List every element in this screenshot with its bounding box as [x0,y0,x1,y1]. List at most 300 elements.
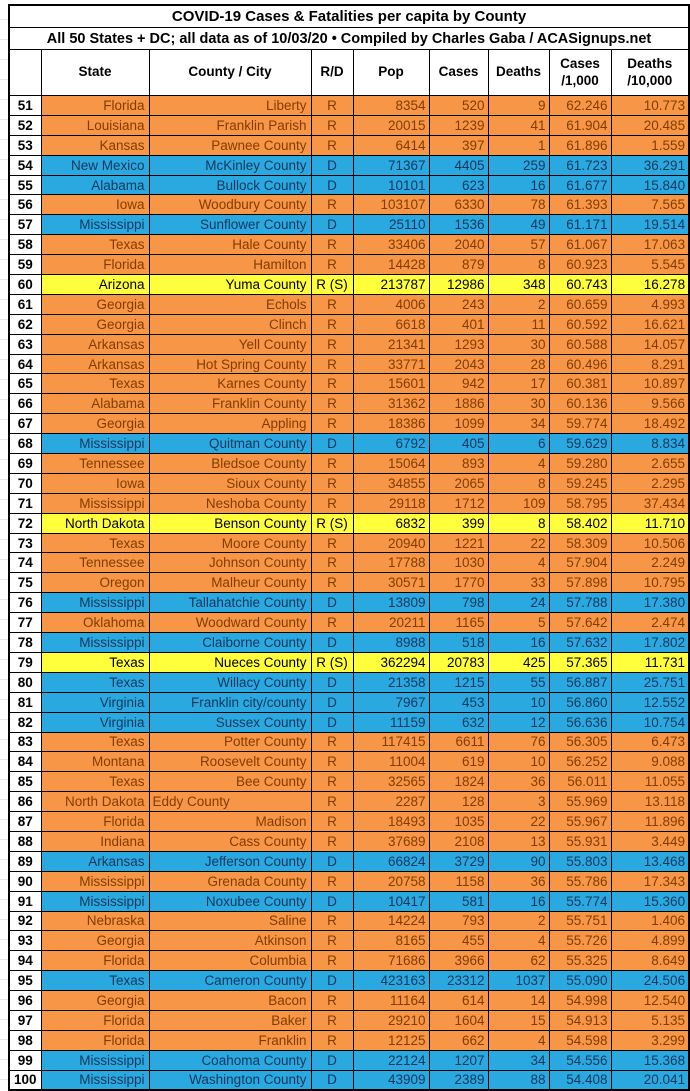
deaths-per-10000-cell: 2.249 [611,553,689,573]
cases-per-1000-line1: Cases [560,55,600,71]
state-cell: Texas [41,652,149,672]
state-cell: Mississippi [41,434,149,454]
county-cell: Bullock County [149,175,311,195]
cases-cell: 793 [429,911,488,931]
pop-cell: 103107 [353,195,429,215]
county-cell: Nueces County [149,652,311,672]
rank-cell: 99 [9,1050,41,1070]
state-cell: Kansas [41,135,149,155]
cases-cell: 1886 [429,394,488,414]
deaths-per-10000-cell: 7.565 [611,195,689,215]
rank-cell: 89 [9,851,41,871]
rank-cell: 83 [9,732,41,752]
cases-per-1000-cell: 60.588 [549,334,611,354]
pop-cell: 7967 [353,692,429,712]
deaths-per-10000-cell: 37.434 [611,493,689,513]
pop-cell: 8354 [353,96,429,116]
cases-per-1000-line2: /1,000 [561,72,599,88]
cases-cell: 243 [429,294,488,314]
rd-cell: R [311,951,353,971]
deaths-per-10000-cell: 36.291 [611,155,689,175]
cases-per-1000-cell: 61.904 [549,115,611,135]
deaths-cell: 30 [488,394,549,414]
state-cell: Georgia [41,991,149,1011]
deaths-per-10000-cell: 19.514 [611,215,689,235]
cases-cell: 397 [429,135,488,155]
table-row [9,991,689,1011]
cases-cell: 1165 [429,613,488,633]
deaths-cell: 109 [488,493,549,513]
rank-cell: 63 [9,334,41,354]
pop-cell: 33406 [353,235,429,255]
pop-cell: 32565 [353,772,429,792]
rank-cell: 67 [9,414,41,434]
pop-cell: 66824 [353,851,429,871]
rank-cell: 51 [9,96,41,116]
table-row [9,971,689,991]
rd-cell: R [311,991,353,1011]
county-cell: Yell County [149,334,311,354]
state-cell: Montana [41,752,149,772]
rd-cell: R [311,374,353,394]
deaths-per-10000-cell: 20.041 [611,1070,689,1090]
cases-cell: 453 [429,692,488,712]
pop-cell: 6618 [353,314,429,334]
deaths-cell: 34 [488,1050,549,1070]
deaths-cell: 30 [488,334,549,354]
pop-cell: 71686 [353,951,429,971]
deaths-cell: 9 [488,96,549,116]
county-cell: Franklin [149,1030,311,1050]
pop-cell: 13809 [353,593,429,613]
rd-cell: R (S) [311,513,353,533]
pop-cell: 2287 [353,792,429,812]
rd-cell: R [311,96,353,116]
table-row [9,235,689,255]
cases-cell: 1207 [429,1050,488,1070]
cases-per-1000-cell: 55.751 [549,911,611,931]
rd-cell: R [311,1010,353,1030]
cases-per-1000-cell: 56.860 [549,692,611,712]
cases-per-1000-cell: 58.402 [549,513,611,533]
rd-cell: D [311,672,353,692]
deaths-per-10000-cell: 25.751 [611,672,689,692]
rd-cell: R [311,732,353,752]
table-row [9,931,689,951]
county-cell: Yuma County [149,275,311,295]
state-cell: Georgia [41,314,149,334]
rd-cell: R [311,831,353,851]
cases-per-1000-cell: 54.556 [549,1050,611,1070]
state-cell: Alabama [41,175,149,195]
state-cell: Texas [41,732,149,752]
cases-per-1000-cell: 55.786 [549,871,611,891]
deaths-cell: 8 [488,473,549,493]
state-cell: Mississippi [41,1050,149,1070]
deaths-per-10000-cell: 17.802 [611,633,689,653]
rank-cell: 84 [9,752,41,772]
rank-cell: 93 [9,931,41,951]
data-table [8,4,690,1091]
pop-cell: 117415 [353,732,429,752]
deaths-cell: 11 [488,314,549,334]
column-header-rd: R/D [311,50,353,96]
rd-cell: R [311,473,353,493]
county-cell: Grenada County [149,871,311,891]
rd-cell: R [311,454,353,474]
county-cell: Tallahatchie County [149,593,311,613]
cases-per-1000-cell: 57.898 [549,573,611,593]
pop-cell: 37689 [353,831,429,851]
table-row [9,871,689,891]
state-cell: Mississippi [41,871,149,891]
deaths-cell: 14 [488,991,549,1011]
deaths-cell: 78 [488,195,549,215]
deaths-cell: 36 [488,871,549,891]
column-header-rank [9,50,41,96]
state-cell: Georgia [41,414,149,434]
cases-per-1000-cell: 56.011 [549,772,611,792]
rd-cell: R [311,394,353,414]
rd-cell: R [311,613,353,633]
county-cell: Moore County [149,533,311,553]
county-cell: Noxubee County [149,891,311,911]
deaths-cell: 57 [488,235,549,255]
cases-cell: 518 [429,633,488,653]
rank-cell: 95 [9,971,41,991]
deaths-cell: 16 [488,633,549,653]
rank-cell: 87 [9,812,41,832]
page-subtitle: All 50 States + DC; all data as of 10/03/20 • Compiled by Charles Gaba / ACASignups.net [9,28,689,50]
cases-cell: 1030 [429,553,488,573]
rank-cell: 57 [9,215,41,235]
pop-cell: 213787 [353,275,429,295]
cases-per-1000-cell: 59.629 [549,434,611,454]
table-row [9,215,689,235]
deaths-per-10000-cell: 3.299 [611,1030,689,1050]
table-row [9,115,689,135]
rank-cell: 61 [9,294,41,314]
state-cell: Indiana [41,831,149,851]
deaths-cell: 36 [488,772,549,792]
table-row [9,831,689,851]
state-cell: Mississippi [41,633,149,653]
pop-cell: 20758 [353,871,429,891]
county-cell: Neshoba County [149,493,311,513]
cases-cell: 662 [429,1030,488,1050]
state-cell: Georgia [41,294,149,314]
rank-cell: 58 [9,235,41,255]
deaths-cell: 55 [488,672,549,692]
rank-cell: 77 [9,613,41,633]
deaths-per-10000-cell: 14.057 [611,334,689,354]
cases-cell: 1221 [429,533,488,553]
rank-cell: 59 [9,255,41,275]
rank-cell: 65 [9,374,41,394]
rd-cell: R [311,911,353,931]
rank-cell: 68 [9,434,41,454]
rank-cell: 76 [9,593,41,613]
table-row [9,851,689,871]
pop-cell: 17788 [353,553,429,573]
cases-cell: 401 [429,314,488,334]
cases-cell: 2043 [429,354,488,374]
rd-cell: R [311,1030,353,1050]
pop-cell: 33771 [353,354,429,374]
rank-cell: 97 [9,1010,41,1030]
county-cell: Benson County [149,513,311,533]
rd-cell: R [311,414,353,434]
deaths-per-10000-cell: 6.473 [611,732,689,752]
cases-cell: 455 [429,931,488,951]
pop-cell: 29210 [353,1010,429,1030]
cases-per-1000-cell: 60.592 [549,314,611,334]
table-row [9,573,689,593]
page-title: COVID-19 Cases & Fatalities per capita by County [9,5,689,28]
table-row [9,294,689,314]
county-cell: Woodward County [149,613,311,633]
deaths-cell: 5 [488,613,549,633]
deaths-per-10000-cell: 11.710 [611,513,689,533]
table-body [9,96,689,1091]
pop-cell: 21341 [353,334,429,354]
cases-cell: 20783 [429,652,488,672]
cases-per-1000-cell: 55.931 [549,831,611,851]
cases-per-1000-cell: 60.743 [549,275,611,295]
rd-cell: D [311,155,353,175]
county-cell: Washington County [149,1070,311,1090]
cases-cell: 632 [429,712,488,732]
county-cell: Bacon [149,991,311,1011]
pop-cell: 14224 [353,911,429,931]
state-cell: Mississippi [41,593,149,613]
cases-cell: 23312 [429,971,488,991]
rd-cell: R [311,314,353,334]
deaths-per-10000-cell: 15.360 [611,891,689,911]
cases-cell: 3729 [429,851,488,871]
deaths-cell: 2 [488,294,549,314]
deaths-cell: 4 [488,454,549,474]
state-cell: Oregon [41,573,149,593]
cases-per-1000-cell: 61.896 [549,135,611,155]
county-cell: McKinley County [149,155,311,175]
deaths-per-10000-cell: 8.649 [611,951,689,971]
cases-cell: 2389 [429,1070,488,1090]
table-row [9,155,689,175]
rd-cell: R [311,255,353,275]
county-cell: Karnes County [149,374,311,394]
pop-cell: 20940 [353,533,429,553]
deaths-per-10000-cell: 16.278 [611,275,689,295]
pop-cell: 21358 [353,672,429,692]
pop-cell: 11164 [353,991,429,1011]
rd-cell: D [311,1050,353,1070]
cases-cell: 619 [429,752,488,772]
pop-cell: 43909 [353,1070,429,1090]
state-cell: Florida [41,812,149,832]
deaths-per-10000-cell: 15.840 [611,175,689,195]
state-cell: Georgia [41,931,149,951]
pop-cell: 71367 [353,155,429,175]
deaths-per-10000-cell: 8.834 [611,434,689,454]
rank-cell: 88 [9,831,41,851]
deaths-per-10000-cell: 2.655 [611,454,689,474]
rank-cell: 86 [9,792,41,812]
cases-per-1000-cell: 57.642 [549,613,611,633]
table-row [9,593,689,613]
cases-cell: 6330 [429,195,488,215]
table-row [9,553,689,573]
rank-cell: 85 [9,772,41,792]
table-row [9,275,689,295]
deaths-cell: 259 [488,155,549,175]
rd-cell: R [311,235,353,255]
deaths-per-10000-line1: Deaths [627,55,673,71]
pop-cell: 34855 [353,473,429,493]
rank-cell: 73 [9,533,41,553]
cases-per-1000-cell: 60.136 [549,394,611,414]
table-row [9,911,689,931]
rank-cell: 71 [9,493,41,513]
cases-per-1000-cell: 55.090 [549,971,611,991]
cases-cell: 798 [429,593,488,613]
rank-cell: 70 [9,473,41,493]
cases-per-1000-cell: 54.998 [549,991,611,1011]
state-cell: Florida [41,1030,149,1050]
county-cell: Pawnee County [149,135,311,155]
deaths-cell: 4 [488,553,549,573]
cases-per-1000-cell: 55.726 [549,931,611,951]
table-row [9,1010,689,1030]
rd-cell: R [311,772,353,792]
pop-cell: 14428 [353,255,429,275]
deaths-cell: 22 [488,533,549,553]
state-cell: Mississippi [41,493,149,513]
county-cell: Roosevelt County [149,752,311,772]
county-cell: Cass County [149,831,311,851]
rd-cell: R [311,294,353,314]
cases-per-1000-cell: 60.496 [549,354,611,374]
state-cell: Florida [41,255,149,275]
county-cell: Saline [149,911,311,931]
deaths-cell: 8 [488,255,549,275]
cases-cell: 1239 [429,115,488,135]
table-row [9,255,689,275]
rd-cell: R (S) [311,275,353,295]
state-cell: Iowa [41,473,149,493]
deaths-per-10000-cell: 2.474 [611,613,689,633]
deaths-per-10000-cell: 10.506 [611,533,689,553]
cases-per-1000-cell: 60.923 [549,255,611,275]
table-row [9,513,689,533]
cases-per-1000-cell: 54.913 [549,1010,611,1030]
deaths-per-10000-cell: 16.621 [611,314,689,334]
pop-cell: 20015 [353,115,429,135]
rd-cell: D [311,215,353,235]
county-cell: Columbia [149,951,311,971]
deaths-per-10000-cell: 17.380 [611,593,689,613]
table-row [9,533,689,553]
pop-cell: 10417 [353,891,429,911]
state-cell: Texas [41,235,149,255]
deaths-per-10000-cell: 9.088 [611,752,689,772]
table-row [9,1050,689,1070]
rd-cell: R [311,493,353,513]
table-row [9,613,689,633]
deaths-cell: 62 [488,951,549,971]
cases-cell: 879 [429,255,488,275]
cases-cell: 6611 [429,732,488,752]
county-cell: Echols [149,294,311,314]
county-cell: Franklin Parish [149,115,311,135]
state-cell: Arkansas [41,354,149,374]
county-cell: Appling [149,414,311,434]
deaths-cell: 88 [488,1070,549,1090]
state-cell: Arkansas [41,334,149,354]
pop-cell: 15064 [353,454,429,474]
rank-cell: 74 [9,553,41,573]
cases-cell: 2040 [429,235,488,255]
rank-cell: 75 [9,573,41,593]
cases-cell: 405 [429,434,488,454]
pop-cell: 18493 [353,812,429,832]
county-covid-table [8,4,690,1091]
rank-cell: 64 [9,354,41,374]
table-row [9,334,689,354]
county-cell: Atkinson [149,931,311,951]
rd-cell: D [311,1070,353,1090]
pop-cell: 423163 [353,971,429,991]
rd-cell: R [311,871,353,891]
deaths-cell: 2 [488,911,549,931]
cases-cell: 893 [429,454,488,474]
column-header-deaths-per-10000 [611,50,689,96]
deaths-per-10000-cell: 2.295 [611,473,689,493]
deaths-per-10000-cell: 10.897 [611,374,689,394]
table-row [9,1030,689,1050]
state-cell: Florida [41,1010,149,1030]
cases-per-1000-cell: 59.245 [549,473,611,493]
cases-per-1000-cell: 61.677 [549,175,611,195]
cases-per-1000-cell: 55.325 [549,951,611,971]
rd-cell: D [311,593,353,613]
rank-cell: 94 [9,951,41,971]
rd-cell: R [311,573,353,593]
cases-cell: 942 [429,374,488,394]
state-cell: Alabama [41,394,149,414]
cases-cell: 1770 [429,573,488,593]
cases-cell: 1099 [429,414,488,434]
cases-per-1000-cell: 61.723 [549,155,611,175]
state-cell: Texas [41,971,149,991]
cases-cell: 623 [429,175,488,195]
deaths-per-10000-cell: 13.468 [611,851,689,871]
cases-cell: 1824 [429,772,488,792]
pop-cell: 31362 [353,394,429,414]
deaths-cell: 8 [488,513,549,533]
state-cell: North Dakota [41,792,149,812]
cases-per-1000-cell: 61.067 [549,235,611,255]
pop-cell: 15601 [353,374,429,394]
cases-cell: 1536 [429,215,488,235]
pop-cell: 30571 [353,573,429,593]
cases-per-1000-cell: 61.393 [549,195,611,215]
deaths-per-10000-cell: 12.540 [611,991,689,1011]
deaths-cell: 13 [488,831,549,851]
table-row [9,96,689,116]
deaths-cell: 425 [488,652,549,672]
deaths-cell: 34 [488,414,549,434]
